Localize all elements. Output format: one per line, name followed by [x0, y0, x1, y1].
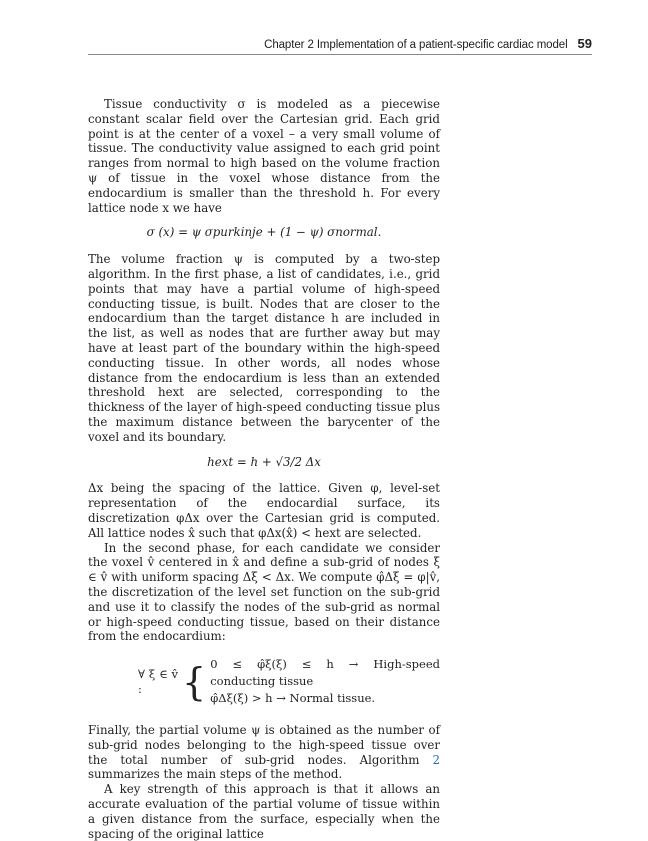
case-normal: φ̂Δξ(ξ) > h → Normal tissue. [210, 691, 376, 706]
running-head [88, 36, 592, 55]
paragraph-volume-fraction: The volume fraction ψ is computed by a two-step algorithm. In the first phase, a list of candidates, i.e., grid points that may have a partial volume of high-speed conducting tissue, is built. Nodes that are closer to the endocardium than the target distance h are included in the list, as well as nodes that are further away but may have at least part of the boundary within the high-speed conducting tissue. In other words, all nodes whose distance from the endocardium is less than an extended threshold hext are selected, corresponding to the thickness of the layer of high-speed conducting tissue plus the maximum distance between the barycenter of the voxel and its boundary. [88, 252, 440, 444]
equation-quantifier: ∀ ξ ∈ v̂ : [138, 666, 179, 696]
paragraph-second-phase: In the second phase, for each candidate we consider the voxel v̂ centered in x̂ and define a sub-grid of nodes ξ ∈ v̂ with uniform spacing Δξ < Δx. We compute φ̂Δξ = φ|v̂, the discretization of the level set function on the sub-grid and use it to classify the nodes of the sub-grid as normal or high-speed conducting tissue, based on their distance from the endocardium: [88, 540, 440, 644]
partial-volume-text-a: Finally, the partial volume ψ is obtained as the number of sub-grid nodes belonging to the high-speed tissue over the total number of sub-grid nodes. Algorithm [88, 723, 440, 767]
equation-conductivity: σ (x) = ψ σpurkinje + (1 − ψ) σnormal. [146, 225, 382, 240]
paragraph-lattice-spacing: Δx being the spacing of the lattice. Given φ, level-set representation of the endocardial surface, its discretization φΔx over the Cartesian grid is computed. All lattice nodes x̂ such that φΔx(x̂) < hext are selected. [88, 481, 440, 540]
paragraph-conductivity: Tissue conductivity σ is modeled as a piecewise constant scalar field over the Cartesian grid. Each grid point is at the center of a voxel – a very small volume of tissue. The conductivity value assigned to each grid point ranges from normal to high based on the volume fraction ψ of tissue in the voxel whose distance from the endocardium is smaller than the threshold h. For every lattice node x we have [88, 97, 440, 215]
case-high-speed: 0 ≤ φ̂ξ(ξ) ≤ h → High-speed conducting tissue [210, 657, 440, 689]
algorithm-ref-link[interactable]: 2 [432, 752, 440, 767]
equation-h-ext: hext = h + √3/2 Δx [207, 454, 321, 469]
page-number: 59 [577, 36, 592, 51]
body-text [88, 97, 440, 841]
brace-symbol: { [182, 659, 207, 704]
equation-classification [138, 656, 440, 707]
paragraph-key-strength: A key strength of this approach is that it allows an accurate evaluation of the partial volume of tissue within a given distance from the surface, especially when the spacing of the original lattice [88, 782, 440, 841]
partial-volume-text-b: summarizes the main steps of the method. [88, 767, 343, 782]
paragraph-partial-volume [88, 723, 440, 782]
chapter-title: Chapter 2 Implementation of a patient-specific cardiac model [264, 39, 568, 51]
